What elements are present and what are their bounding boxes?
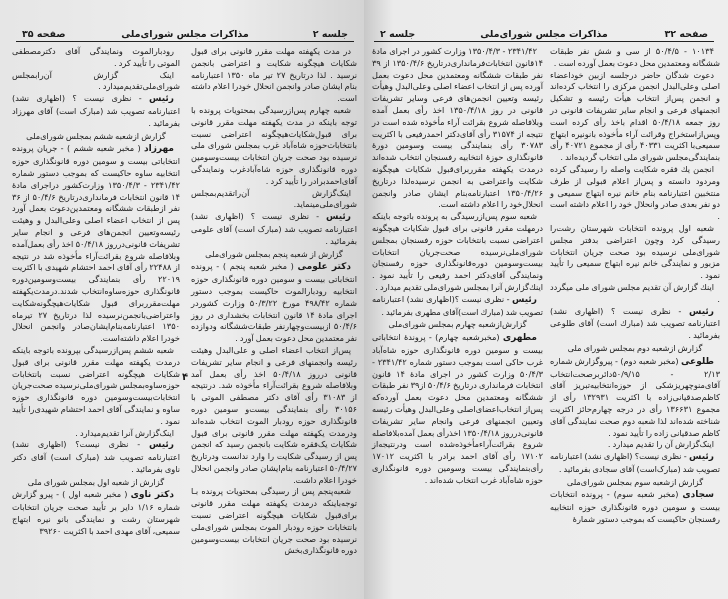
paragraph bbox=[550, 282, 720, 306]
paragraph-text: (مخبر شعبه سوم) - پرونده انتخابات بیست و سومین دوره قانونگذاری حوزه انتخابیه رفسنجان حاکیست که بموجب دستور شمارهٔ bbox=[550, 489, 720, 525]
paragraph-text: - نظری نیست ؟ (اظهاری نشد) اعتبارنامه تصویب شد (مبارک است) آقای مهرزاد بفرمائید . bbox=[12, 93, 180, 128]
paragraph bbox=[12, 428, 180, 440]
speech-paragraph bbox=[12, 93, 180, 129]
speech-paragraph bbox=[12, 143, 180, 345]
right-page bbox=[364, 0, 728, 599]
paragraph-text: - نظری نیست ؟(اظهاری نشد) اعتبارنامه تصویب شد (مبارك است)آقای مطهری بفرمائید . bbox=[372, 293, 543, 317]
paragraph-text: شعبه ششم پس‌ازرسیدگی بپرونده باتوجه باینکه درمدت یکهفته مهلت مقرر قانونی برای قبول شکایات هیچگونه اعتراضی نسبت بانتخابات حوزه‌ساوه‌بمجلس شورای‌ملی‌نرسیده صحت‌جریان انتخابات‌بیست‌وسومین دوره قانونگذاری حوزه ساوه و نمایندگی آقای احمد احتشام شهیدی‌را تأیید نمود . bbox=[12, 344, 180, 426]
speaker-name: رئیس bbox=[149, 440, 174, 451]
paragraph-text: اینک‌گزارش آنرا تقدیم‌میدارد . bbox=[75, 427, 174, 438]
speaker-name: سجادی bbox=[682, 490, 714, 501]
paragraph bbox=[191, 105, 357, 188]
paragraph bbox=[372, 46, 543, 211]
section-heading: گزارش‌ازشعبه چهارم بمجلس شورای‌ملی bbox=[388, 319, 527, 330]
publication-title: مذاکرات مجلس شورای‌ملی bbox=[121, 29, 249, 40]
paragraph-text: دعوت شدگان حاضر درجلسه ازبین خوداعضاء اصلی وعلی‌البدل انجمن مرکزی را انتخاب کرده‌اند و انجمن پس‌از انتخاب هیأت رئیسه و تشکیل انجمنهای فرعی و انجام سایر تشریفات قانونی در روز جمعه ۵۰/۴/۱۸ اقدام باخذ رأی کرده است وپس‌ازاستخراج وقرائت آراء مأخوذه بانونیره ابتهاج سمیعی‌با اکثریت ۴۰۳۳۱ رأی از مجموع ۴۰۷۲۱ رأی بنمایندگی‌مجلس شورای ملی انتخاب گردیده‌اند . bbox=[550, 69, 721, 163]
paragraph-text: ( مخبر شعبه ششم ) - جریان پرونده انتخاباتی بیست و سومین دوره قانونگذاری حوزه انتخابیه ساوه حاکیست که بموجب دستور شماره ۲۳۴۱/۴۲ - ۱۳۵۰/۴/۳ وزارت‌کشور دراجرای مادهٔ ۱۴ قانون انتخابات فرمانداری‌درتاریخ ۵۰/۴/۶ از ۳۶ نفر ازطبقات ششگانه ومعتمدین‌دعوت بعمل آورد پس از انتخاب اعضاء اصلی وعلی‌البدل و وهیئت رئیسه‌وتعیین انجمن‌های فرعی و انجام سایر تشریفات قانونی‌درروز ۵۰/۴/۱۸ اخذ رأی بعمل‌آمده وبلافاصله شروع بقرائت‌آراء مأخوذه شد در نتیجه از ۲۲۴۸۸ رأی آقای احمد احتشام شهیدی با اکثریت ۲۲۰۱۹ رأی بنمایندگی بیست‌وسومین‌دوره قانونگذاری حوزه‌ساوه‌انتخاب شدند.درمدت‌یکهفته مهلت‌مقرربرای قبول شکایات‌هیچگونه‌شکایت واعتراضی‌بانجمن‌نرسیده لذا درتاریخ ۲۷ تیرماه ۱۳۵۰ اعتبارنامه‌بنام‌ایشان‌صادر وانجمن انحلال خودرا اعلام داشته‌است. bbox=[12, 143, 181, 344]
paragraph-text: ( مخبر شعبه پنجم ) - پرونده انتخاباتی بیست و سومین دوره قانونگذاری حوزه انتخابیه رودبارالموت حاکیست بموجب دستور شماره ۴۹۸/۴۲ مورخ ۵۰/۳/۲۲ وزارت کشوردر اجرای مادهٔ ۱۴ قانون انتخابات بخشداری در روز ۵۰/۴/۶ ازبیست‌وچهارنفر طبقات‌ششگانه ودوازده نفر معتمدین محل دعوت بعمل آورد . bbox=[191, 261, 357, 344]
paragraph-text: ۲۳۴۱/۴۲ - ۱۳۵۰/۴/۳ وزارت کشور در اجرای مادهٔ ۱۴قانون انتخابات‌فرمانداری‌درتاریخ ۱۳۵۰/۴/۶ از ۳۹ نفر طبقات ششگانه ومعتمدین محل دعوت بعمل آورده پس از انتخاب اعضاء اصلی وعلی‌البدل وهیأت رئیسه وتعیین انجمن‌های فرعی وسایر تشریفات قانونی در روز ۱۳۵۰/۴/۱۸ اخذ رأی بعمل آمده وبلافاصله شروع بقرائت آراء مأخوذه شده است در نتیجه از ۳۱۵۷۴ رأی آقای‌دکتر احمدرفیعی با اکثریت ۳۰۷۸۳ رأی بنمایندگی بیست وسومین دورهٔ قانونگذاری حوزهٔ انتخابیه رفسنجان انتخاب شده‌اند درمدت یکهفته مقرربرای‌قبول شکایات هیچگونه شکایت واعتراضی به انجمن نرسیده‌لذا درتاریخ ۱۳۵۰/۴/۲۶ اعتبارنامه‌بنام ایشان صادر وانجمن انحلال‌خود را اعلام داشته است. bbox=[372, 46, 543, 210]
speaker-name: رئیس bbox=[149, 94, 174, 105]
paragraph-text: اینک‌گزارش آن را تقدیم میدارد . bbox=[607, 439, 714, 450]
paragraph-text: رودبارالموت ونمایندگی آقای دکترمصطفی الموتی را تأیید کرد . bbox=[12, 46, 180, 68]
section-heading: گزارش ازشعبه سوم بمجلس شورای‌ملی bbox=[566, 476, 704, 487]
speaker-name: دکتر علومی bbox=[297, 262, 351, 273]
speech-paragraph bbox=[12, 489, 180, 537]
paragraph bbox=[12, 345, 180, 428]
speech-paragraph bbox=[372, 332, 543, 486]
page-number: صفحه ۳۵ bbox=[22, 29, 66, 40]
paragraph-text: اینک‌گزارش آن‌راتقدیم‌بمجلس شورای‌ملی‌مینماید. bbox=[191, 187, 357, 210]
paragraph-text: پس‌از انتخاب اعضاء اصلی و علی‌البدل وهیئت رئیسه وانجمنهای فرعی و انجام سایر تشریفات قانونی درروز ۵۰/۴/۱۸ اخذ رأی بعمل آمد وبلافاصله شروع بقرائت‌آراء مأخوذه شد. درنتیجه از ۳۱۰۸۳ رأی آقای دکتر مصطفی الموتی با ۳۰۱۵۶ رأی بنمایندگی بیست‌و سومین دوره قانونگذاری حوزه رودبار الموت انتخاب شده‌اند ودرمدت یکهفته مهلت مقرر قانونی برای قبول شکایات یک‌فقره شکایت بانجمن رسید که انجمن پس از رسیدگی شکایت را وارد ندانست ودرتاریخ ۵۰/۴/۲۷ اعتبارنامه بنام‌ایشان صادر وانجمن انحلال خودرا اعلام داشت. bbox=[191, 344, 357, 485]
section-heading: گزارش ازشعبه دوم بمجلس شورای ملی bbox=[567, 342, 703, 353]
paragraph bbox=[12, 46, 180, 70]
page-number: صفحه ۳۲ bbox=[664, 29, 708, 40]
text-column-left bbox=[372, 46, 543, 486]
paragraph-text: شعبه اول پرونده انتخابات شهرستان رشت‌را رسیدگی کرد وچون اعتراضی بدفتر مجلس شورای‌ملی نرسیده بود صحت جریان انتخابات مزبور و نمایندگی خانم نیره ابتهاج سمیعی را تأیید نمود . bbox=[550, 222, 720, 281]
paragraph-text: انجمن یك فقره شكایت واصله را رسیدگی کرده ومردود دانسته و پس‌از اعلام قبولی از طرف منتخبین اعتبارنامه بنام خانم نیره ابتهاج سمیعی و دو نفر بعدی صادر وانحلال خود را اعلام داشته است . bbox=[550, 163, 720, 222]
speaker-name: رئیس bbox=[689, 452, 714, 463]
publication-title: مذاکرات مجلس شورای‌ملی bbox=[480, 29, 608, 40]
paragraph bbox=[191, 345, 357, 487]
paragraph-text: (مخبرشعبه چهارم) - پروندهٔ انتخاباتی بیست و سومین دوره قانونگذاری حوزه شاه‌آباد غرب حاکی است بموجب دستور شماره ۲۳۴۱/۴۲ - ۵۰/۴/۳ وزارت کشور در اجرای مادهٔ ۱۴ قانون انتخابات فرمانداری درتاریخ ۵۰/۴/۶ از۳۹ نفر طبقات ششگانه ومعتمدین محل دعوت بعمل آورده‌که پس‌از انتخاب‌اعضای‌اصلی وعلی‌البدل وهیأت رئیسه وتعیین انجمنهای فرعی وانجام سایر تشریفات قانونی‌درروز ۱۳۵۰/۴/۱۸ اخذرأی بعمل آمده‌بلافاصله شروع بقرائت‌آراءمأخوذه‌شده است ودرنتیجه‌از ۱۷۱۰۲ رأی آقای احمد برادر با اکثریت ۱۷۰۱۲ رأی‌بنمایندگی بیست وسومین دوره قانونگذاری حوزه شاه‌آباد غرب انتخاب شده‌اند . bbox=[372, 332, 543, 485]
paragraph-text: اینک گزارش آن‌رابمجلس شورای‌ملی‌تقدیم‌میدارد . bbox=[12, 69, 180, 92]
paragraph-text: - نظری نیست ؟ (اظهاری نشد) اعتبارنامه تصویب شد (مبارک است) آقای علومی بفرمائید . bbox=[191, 211, 357, 246]
paragraph bbox=[191, 188, 357, 212]
section-heading: گزارش ازشعبه ششم بمجلس شورای‌ملی bbox=[26, 130, 166, 141]
speech-paragraph bbox=[550, 306, 720, 342]
session-label: جلسه ۲ bbox=[312, 29, 348, 40]
paragraph-text: اینك گزارش آن تقدیم مجلس شورای ملی میگردد . bbox=[550, 281, 720, 304]
speaker-name: مهرزاد bbox=[144, 144, 174, 155]
paragraph-text: - نظری نیست؟ (اظهاری نشد) اعتبارنامه تصویب شد (مبارک‌است) آقای سجادی بفرمائید . bbox=[550, 451, 720, 474]
speaker-name: رئیس bbox=[326, 212, 351, 223]
paragraph bbox=[12, 70, 180, 94]
paragraph-text: شعبه‌پنجم پس از رسیدگی بمحتویات پرونده بـا توجه‌باینکه درمدت یکهفته مهلت مقرر قانونی برای‌قبول شکایات هیچگونه اعتراضی نسبت بانتخابات حوزه رودبار الموت بمجلس شورای‌ملی نرسیده بود صحت جریان انتخابات بیست‌وسومین دوره قانونگذاری‌بخش bbox=[191, 486, 357, 556]
speaker-name: رئیس bbox=[512, 294, 537, 305]
page-header bbox=[374, 28, 714, 42]
paragraph bbox=[191, 46, 357, 105]
text-column-left bbox=[12, 46, 180, 538]
text-column-right bbox=[550, 46, 720, 526]
section-heading: گزارش از شعبه پنجم بمجلس شورای‌ملی bbox=[205, 248, 343, 259]
speech-paragraph bbox=[191, 261, 357, 345]
page-header bbox=[16, 28, 354, 42]
paragraph-text: ۱۰۱۳۴ - ۵۰/۴/۵ از سی و شش نفر طبقات ششگانه ومعتمدین محل دعوت بعمل آورده است . bbox=[550, 46, 720, 68]
paragraph bbox=[550, 164, 720, 223]
paragraph-text: (مخبر شعبه دوم) - پیروگزارش شماره ۲/۱۳ - ۵۰/۹/۱۵دائربرصحت‌انتخاب آقای‌منوچهریزشکی از حوزه‌انتخابیه‌تبریز آقای کاظم‌صدقیانی‌زاده با اکثریت ۱۳۲۹۳۱ رأی از مجموع ۱۳۶۶۳۱ رأی در درجه چهارم‌حائز اکثریت شناخته شده‌اند لذا شعبه دوم صحت نمایندگی آقای کاظم صدقیانی زاده را تأیید نمود . bbox=[550, 355, 720, 438]
speaker-name: رئیس bbox=[689, 306, 714, 317]
speech-paragraph bbox=[550, 451, 720, 476]
margin-mark: ۴ bbox=[182, 372, 189, 383]
speech-paragraph bbox=[550, 489, 720, 525]
paragraph-text: - نظری نیست؟ (اظهاری نشد) اعتبارنامه تصویب شد (مبارک است) آقای دکتر ناوی بفرمائید . bbox=[12, 439, 180, 474]
paragraph-text: شعبه چهارم پس‌ازرسیدگی بمحتویات پرونده با توجه باینکه در مدت یکهفته مهلت مقرر قانونی برای قبول‌شکایات‌هیچگونه اعتراضی نسبت بانتخابات‌حوزه شاه‌آباد غرب بمجلس شورای ملی نرسیده بود صحت جریان انتخابات بیست‌وسومین دوره قانونگذاری حوزه شاه‌آبادغرب ونمایندگی آقای‌احمدبرادر را تأیید کرد . bbox=[191, 104, 357, 186]
text-column-right bbox=[191, 46, 357, 557]
paragraph bbox=[550, 46, 720, 70]
speech-paragraph bbox=[550, 356, 720, 440]
paragraph-text: در مدت یکهفته مهلت مقرر قانونی برای قبول شکایات هیچگونه شکایت و اعتراضی بانجمن نرسید . لذا درتاریخ ۲۷ تیر ماه ۱۳۵۰ اعتبارنامه بنام ایشان صادر وانجمن انحلال خودرا اعلام داشته است. bbox=[191, 46, 357, 104]
paragraph-text: ( مخبر شعبه اول ) - پیرو گزارش شماره ۱/۱۶ دایر بر تأیید صحت جریان انتخابات شهرستان رشت و نمایندگی بانو نیره ابتهاج سمیعی، آقای مهدی احمد با اکثریت ۳۹۲۶۰ bbox=[12, 489, 180, 536]
paragraph bbox=[191, 486, 357, 557]
speaker-name: طلوعی bbox=[680, 356, 714, 367]
speaker-name: دکتر ناوی bbox=[130, 490, 174, 501]
speech-paragraph bbox=[372, 294, 543, 319]
paragraph bbox=[372, 211, 543, 294]
speech-paragraph bbox=[191, 211, 357, 247]
paragraph-text: شعبه سوم پس‌ازرسیدگی به پرونده باتوجه باینکه درمهلت مقرر قانونی برای قبول شکایات هیچگونه اعتراضی نسبت بانتخابات حوزه رفسنجان بمجلس شورای‌ملی‌نرسیده صحت‌جریان انتخابات بیست‌وسومین دوره‌قانونگذاری حوزه رفسنجان ونمایندگی آقای‌دکتر احمد رفیعی را تأیید نمود . اینك‌گزارش آنرا بمجلس شورای‌ملی تقدیم میدارد . bbox=[372, 211, 543, 292]
section-heading: گزارش از شعبه اول بمجلس شورای ملی bbox=[27, 476, 165, 487]
paragraph bbox=[550, 439, 720, 451]
speech-paragraph bbox=[12, 439, 180, 475]
paragraph bbox=[550, 70, 720, 164]
paragraph-text: - نظری نیست ؟ (اظهاری نشد) اعتبارنامه تصویب شد (مبارك است) آقای طلوعی بفرمائید . bbox=[550, 305, 720, 341]
speaker-name: مطهری bbox=[502, 333, 537, 344]
paragraph bbox=[550, 223, 720, 282]
session-label: جلسه ۲ bbox=[380, 29, 416, 40]
